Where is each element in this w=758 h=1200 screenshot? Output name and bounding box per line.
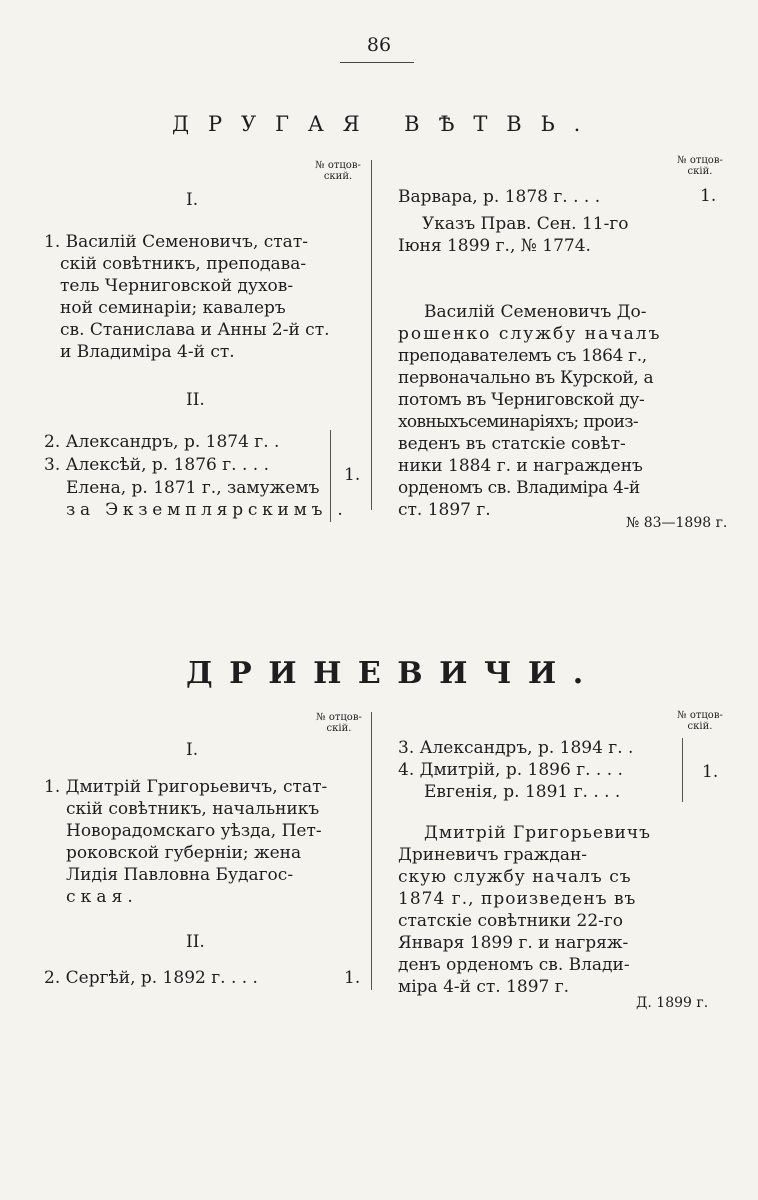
bio-dmitriy-line-8: міра 4-й ст. 1897 г.: [398, 977, 570, 997]
bio-vasiliy-line-3: преподавателемъ съ 1864 г.,: [398, 346, 647, 366]
entry-vasiliy-line-2: скій совѣтникъ, преподава-: [60, 254, 307, 274]
section-heading-drugaya-vetv: ДРУГАЯ ВѢТВЬ.: [172, 112, 600, 136]
entry-vasiliy-line-5: св. Станислава и Анны 2-й ст.: [60, 320, 330, 340]
entry-dmitriy-line-3: Новорадомскаго уѣзда, Пет-: [66, 821, 322, 841]
children-father-number-2: 1.: [702, 762, 719, 782]
bio-vasiliy-line-7: веденъ въ статскіе совѣт-: [398, 434, 626, 454]
child-evgeniya: Евгенія, р. 1891 г. . . .: [424, 782, 621, 802]
bio-vasiliy-line-8: ники 1884 г. и награжденъ: [398, 456, 643, 476]
right-column-note-fathers-2: № отцов-скій.: [677, 710, 723, 732]
bio-vasiliy-line-5: потомъ въ Черниговской ду-: [398, 390, 645, 410]
varvara-father-number: 1.: [700, 186, 717, 206]
ukaz-line-2: Іюня 1899 г., № 1774.: [398, 236, 591, 256]
child-varvara: Варвара, р. 1878 г. . . .: [398, 187, 601, 207]
child-dmitriy-drinevich: 4. Дмитрій, р. 1896 г. . . .: [398, 760, 623, 780]
page-number: 86: [366, 34, 392, 56]
bio-vasiliy-line-6: ховныхъсеминаріяхъ; произ-: [398, 412, 638, 432]
right-column-note-fathers: № отцов-скій.: [677, 155, 723, 177]
child-aleksandr: 2. Александръ, р. 1874 г. .: [44, 432, 280, 452]
generation-roman-2-drinevichi: II.: [186, 932, 205, 952]
bio-dmitriy-line-1: Дмитрій Григорьевичъ: [424, 823, 651, 843]
child-sergey: 2. Сергѣй, р. 1892 г. . . .: [44, 968, 258, 988]
entry-dmitriy-line-5: Лидія Павловна Будагос-: [66, 865, 294, 885]
entry-vasiliy-line-1: 1. Василій Семеновичъ, стат-: [44, 232, 308, 252]
bio-dmitriy-line-5: статскіе совѣтники 22-го: [398, 911, 624, 931]
child-aleksey: 3. Алексѣй, р. 1876 г. . . .: [44, 455, 269, 475]
section-heading-drinevichi: ДРИНЕВИЧИ.: [186, 656, 600, 691]
entry-dmitriy-line-4: роковской губерніи; жена: [66, 843, 302, 863]
page-number-rule: [340, 62, 414, 63]
child-aleksandr-drinevich: 3. Александръ, р. 1894 г. .: [398, 738, 634, 758]
entry-vasiliy-line-4: ной семинаріи; кавалеръ: [60, 298, 286, 318]
entry-dmitriy-line-2: скій совѣтникъ, начальникъ: [66, 799, 320, 819]
bio-vasiliy-line-9: орденомъ св. Владиміра 4-й: [398, 478, 640, 498]
bio-vasiliy-line-4: первоначально въ Курской, а: [398, 368, 654, 388]
entry-dmitriy-line-6: ская.: [66, 887, 138, 907]
reference-number-1: № 83—1898 г.: [626, 515, 728, 531]
bio-vasiliy-line-10: ст. 1897 г.: [398, 500, 491, 520]
child-elena-married: за Экземплярскимъ .: [66, 500, 348, 520]
bio-dmitriy-line-6: Января 1899 г. и нагряж-: [398, 933, 629, 953]
generation-roman-1: I.: [186, 190, 199, 210]
generation-roman-1-drinevichi: I.: [186, 740, 199, 760]
children-bracket-2: [682, 738, 683, 802]
reference-number-2: Д. 1899 г.: [636, 995, 709, 1011]
children-bracket: [330, 430, 331, 522]
child-elena: Елена, р. 1871 г., замужемъ: [66, 478, 320, 498]
bio-vasiliy-line-1: Василій Семеновичъ До-: [424, 302, 647, 322]
column-note-fathers: № отцов-ский.: [315, 160, 361, 182]
column-note-fathers-2: № отцов-скій.: [316, 712, 362, 734]
bio-vasiliy-line-2: рошенко службу началъ: [398, 324, 662, 344]
bio-dmitriy-line-4: 1874 г., произведенъ въ: [398, 889, 637, 909]
bio-dmitriy-line-7: денъ орденомъ св. Влади-: [398, 955, 630, 975]
bio-dmitriy-line-2: Дриневичъ граждан-: [398, 845, 588, 865]
children-father-number: 1.: [344, 465, 361, 485]
entry-vasiliy-line-6: и Владиміра 4-й ст.: [60, 342, 235, 362]
ukaz-line-1: Указъ Прав. Сен. 11-го: [422, 214, 629, 234]
column-divider-2: [371, 712, 372, 990]
sergey-father-number: 1.: [344, 968, 361, 988]
column-divider: [371, 160, 372, 510]
entry-vasiliy-line-3: тель Черниговской духов-: [60, 276, 294, 296]
generation-roman-2: II.: [186, 390, 205, 410]
bio-dmitriy-line-3: скую службу началъ съ: [398, 867, 632, 887]
entry-dmitriy-line-1: 1. Дмитрій Григорьевичъ, стат-: [44, 777, 328, 797]
